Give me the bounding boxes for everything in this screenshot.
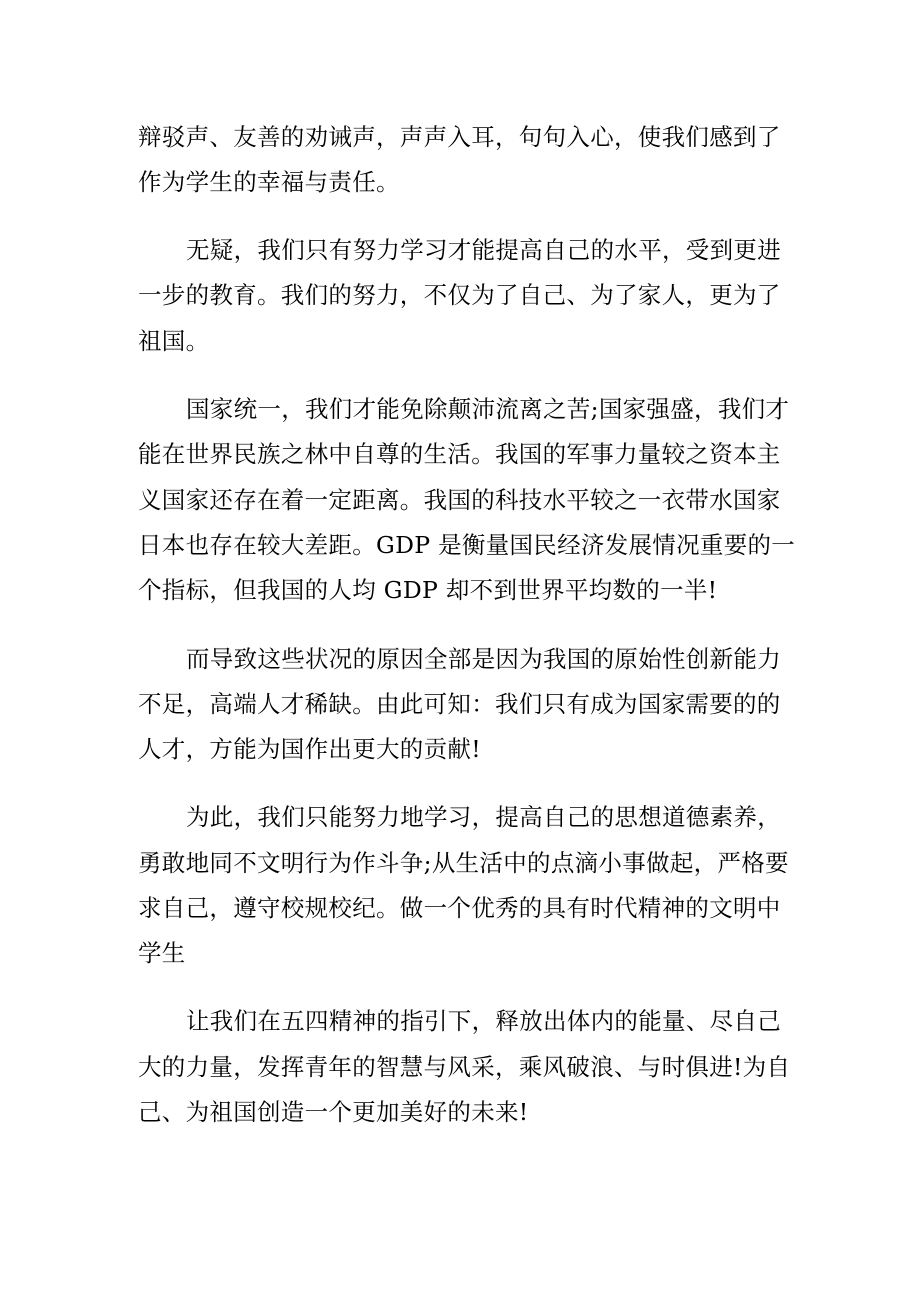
text-line: 大的力量，发挥青年的智慧与风采，乘风破浪、与时俱进!为自: [138, 1053, 791, 1081]
text-line: 己、为祖国创造一个更加美好的未来!: [138, 1098, 529, 1126]
text-line: 为此，我们只能努力地学习，提高自己的思想道德素养，: [186, 803, 781, 831]
text-line: 求自己，遵守校规校纪。做一个优秀的具有时代精神的文明中: [138, 894, 781, 922]
text-line: 不足，高端人才稀缺。由此可知：我们只有成为国家需要的的: [138, 690, 781, 718]
text-line: 人才，方能为国作出更大的贡献!: [138, 735, 481, 763]
text-line: 辩驳声、友善的劝诫声，声声入耳，句句入心，使我们感到了: [138, 123, 781, 151]
text-line: 义国家还存在着一定距离。我国的科技水平较之一衣带水国家: [138, 486, 781, 514]
text-line: 无疑，我们只有努力学习才能提高自己的水平，受到更进: [186, 236, 781, 264]
text-line: 而导致这些状况的原因全部是因为我国的原始性创新能力: [186, 645, 781, 673]
text-line: 让我们在五四精神的指引下，释放出体内的能量、尽自己: [186, 1007, 781, 1035]
text-line: 祖国。: [138, 327, 210, 355]
text-line: 作为学生的幸福与责任。: [138, 168, 400, 196]
text-line: 能在世界民族之林中自尊的生活。我国的军事力量较之资本主: [138, 440, 781, 468]
text-line: 国家统一，我们才能免除颠沛流离之苦;国家强盛，我们才: [186, 395, 790, 423]
text-line: 日本也存在较大差距。GDP 是衡量国民经济发展情况重要的一: [138, 531, 796, 559]
text-line: 勇敢地同不文明行为作斗争;从生活中的点滴小事做起，严格要: [138, 849, 789, 877]
text-line: 学生: [138, 939, 186, 967]
text-line: 个指标，但我国的人均 GDP 却不到世界平均数的一半!: [138, 576, 718, 604]
text-line: 一步的教育。我们的努力，不仅为了自己、为了家人，更为了: [138, 281, 781, 309]
